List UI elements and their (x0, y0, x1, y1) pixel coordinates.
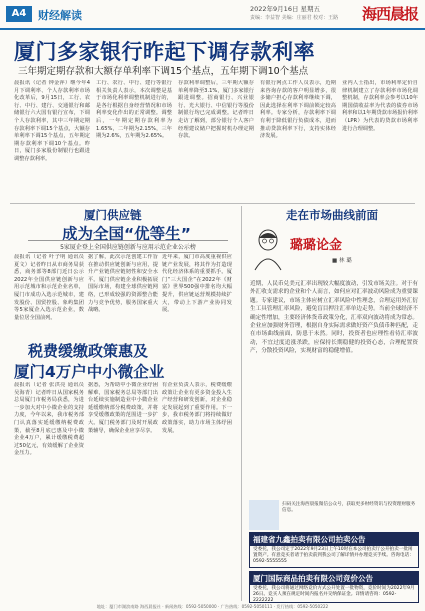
supply-column-2: 据了解，此次示范创建工作旨在推动供应链创新与应用，提升产业链供应链韧性和安全水平。厦门供应链企业积极拓展国际市场，构建全球供应链网络，已形成较强的资源整合能力与竞争优势，服务国家重大战略。 (88, 254, 158, 314)
auction-notice-2 (249, 571, 419, 603)
lead-column-5: 业内人士指出，市场利率定价自律机制建立了存款利率市场化调整机制，存款利率会参考以10年期国债收益率为代表的债券市场利率和以1年期贷款市场报价利率（LPR）为代表的贷款市场利率进行合理调整。 (342, 80, 418, 132)
supply-column-3: 近年来，厦门市高度重视供应链产业发展，将其作为打造现代化经济体系的重要抓手。厦门“三大国企”在2022年《财富》世界500强中排名均大幅提升，供应链运营规模持续扩大，带动上下游产业协同发展。 (162, 254, 232, 314)
lead-subhead: 三年期定期存款和大额存单利率下调15个基点，五年期下调10个基点 (18, 66, 309, 77)
tax-column-3: 有企业负责人表示，税费缓缴政策让企业有更多资金投入生产经营和研发创新，对企业稳定发展起到了重要作用。下一步，我市税务部门将持续做好政策落实，助力市场主体纾困发展。 (162, 382, 232, 434)
supply-kicker: 厦门供应链 (84, 208, 142, 222)
commentary-logo: 璐璐论金 (290, 238, 343, 253)
column-divider (241, 206, 242, 601)
lead-column-3: 存款利率调整后，三年期大额存单利率降至3.1%，厦门多家银行跟进调整。招商银行、兴业银行、光大银行、中信银行等股份制银行均已完成调整。记者昨日走访了解到，部分银行个人客户经理建议储户把握时机办理定期存款。 (178, 80, 254, 140)
promo-text: 扫码关注海西晨报微信公众号，获取更多财经资讯与投资理财服务信息。 (282, 502, 416, 513)
tax-title-2: 厦门4万户中小微企业 (14, 363, 165, 381)
lead-divider (10, 203, 415, 204)
page-header (0, 0, 425, 30)
page-footer: 地址：厦门市湖滨南路 海西晨报社 · 新闻热线：0592-5050000 · 广告热线：0592-5050111 · 发行热线：0592-5050222 (96, 604, 329, 609)
supply-title: 成为全国“优等生” (62, 225, 191, 243)
date-line (250, 5, 360, 23)
supply-column-1: 晨报讯（记者 叶子明 通讯员 夏文）记者昨日从市商务局获悉，商务部等8部门近日公示2022年全国供应链创新与应用示范城市和示范企业名单，厦门市成功入选示范城市，建发股份、国贸控股、象屿集团等5家厦企入选示范企业，数量位居全国前列。 (14, 254, 84, 321)
supply-subtitle: 5家厦企登上全国供应链创新与应用示范企业公示榜 (28, 240, 228, 253)
editor-credit: 责编：李益智 美编：庄丽君 校对：王路 (250, 15, 339, 21)
auction-notice-2-body: 受委托，我公司将通过网络竞价方式公开处置一批物资，竞价时间为2022年9月26日。竞买人须在规定时间内报名并交纳保证金。详情请咨询：0592-2222222 (253, 586, 415, 603)
tax-title-1: 税费缓缴政策惠及 (28, 342, 149, 360)
date-text: 2022年9月16日 星期五 (250, 5, 321, 13)
lead-headline: 厦门多家银行昨起下调存款利率 (14, 40, 315, 64)
commentary-title: 走在市场曲线前面 (286, 208, 378, 222)
qr-code-icon (249, 500, 279, 530)
lead-column-4: 有银行网点工作人员表示，近期来咨询存款的客户明显增多，很多储户担心存款利率继续下调，因此选择在利率下调前锁定较高利率。专家分析，存款利率下调有利于降低银行负债成本，进而推动贷款利率下行，支持实体经济发展。 (260, 80, 336, 140)
auction-notice-1-title: 福建省九鑫拍卖有限公司拍卖公告 (250, 533, 418, 546)
tax-column-2: 据悉，为帮助中小微企业纾困解难，国家税务总局等部门出台延续实施制造业中小微企业延缓缴纳部分税费政策，并将享受缓缴政策的范围进一步扩大。厦门税务部门及时开展政策辅导，确保企业应享尽享。 (88, 382, 158, 434)
auction-notice-1-body: 受委托，我公司定于2022年9月23日上午10时在本公司拍卖厅公开拍卖一批闲置资产。有意竞买者请于拍卖前到我公司了解详情并办理竞买手续。咨询电话：0592-5555555 (253, 547, 414, 564)
page-number: A4 (6, 6, 32, 22)
commentary-header (250, 226, 415, 276)
newspaper-logo: 海西晨报 (362, 5, 419, 23)
auction-notice-2-title: 厦门国际商品拍卖有限公司竞价公告 (250, 572, 418, 585)
auction-notice-1 (249, 532, 419, 568)
commentary-author: ■ 林 璐 (332, 258, 352, 264)
lead-column-1: 晨报讯（记者 钟金萍）继今年4月下调利率、个人存款利率市场化改革后，9月15日，工行、农行、中行、建行、交通银行和邮储银行六大国有银行宣布，下调个人存款利率，其中三年期定期存款利率下调15个基点，大额存单利率下调15个基点，五年期定期存款利率下调10个基点。昨日，厦门多家股份制银行也跟进调整存款利率。 (14, 80, 90, 162)
tax-column-1: 晨报讯（记者 张洪亮 通讯员 吴海青）记者昨日从国家税务总局厦门市税务局获悉，为进一步加大对中小微企业的支持力度，今年以来，我市税务部门认真落实延缓缴纳税费政策，截至8月底已惠及中小微企业4万户，累计缓缴税费超过50亿元，有效缓解了企业资金压力。 (14, 382, 84, 457)
lead-column-2: 工行、农行、中行、建行等银行相关负责人表示，本次调整是基于市场化利率调整机制进行的，是各行根据自身经营情况和市场利率变化作出的正常调整。调整后，一年期定期存款利率为1.65%，二年期为2.15%，三年期为2.6%，五年期为2.65%。 (96, 80, 172, 140)
columnist-portrait (250, 226, 286, 272)
section-title: 财经解读 (38, 9, 82, 22)
commentary-body: 近期，人民币兑美元汇率出现较大幅度波动，引发市场关注。对于有外汇收支需求的企业和个人而言，如何应对汇率波动风险成为重要课题。专家建议，市场主体应树立汇率风险中性理念，合理运用外汇衍生工具管理汇率风险，避免盲目押注汇率单边走势。当前全球经济不确定性增加，主要经济体货币政策分化，汇率双向波动将成为常态。企业应加强财务管理，根据自身实际需求做好资产负债币种匹配，走在市场曲线前面，防患于未然。同时，投资者也应理性看待汇率波动，不宜过度追涨杀跌，应保持长期稳健的投资心态，合理配置资产，分散投资风险，实现财富的稳健增值。 (250, 281, 418, 355)
